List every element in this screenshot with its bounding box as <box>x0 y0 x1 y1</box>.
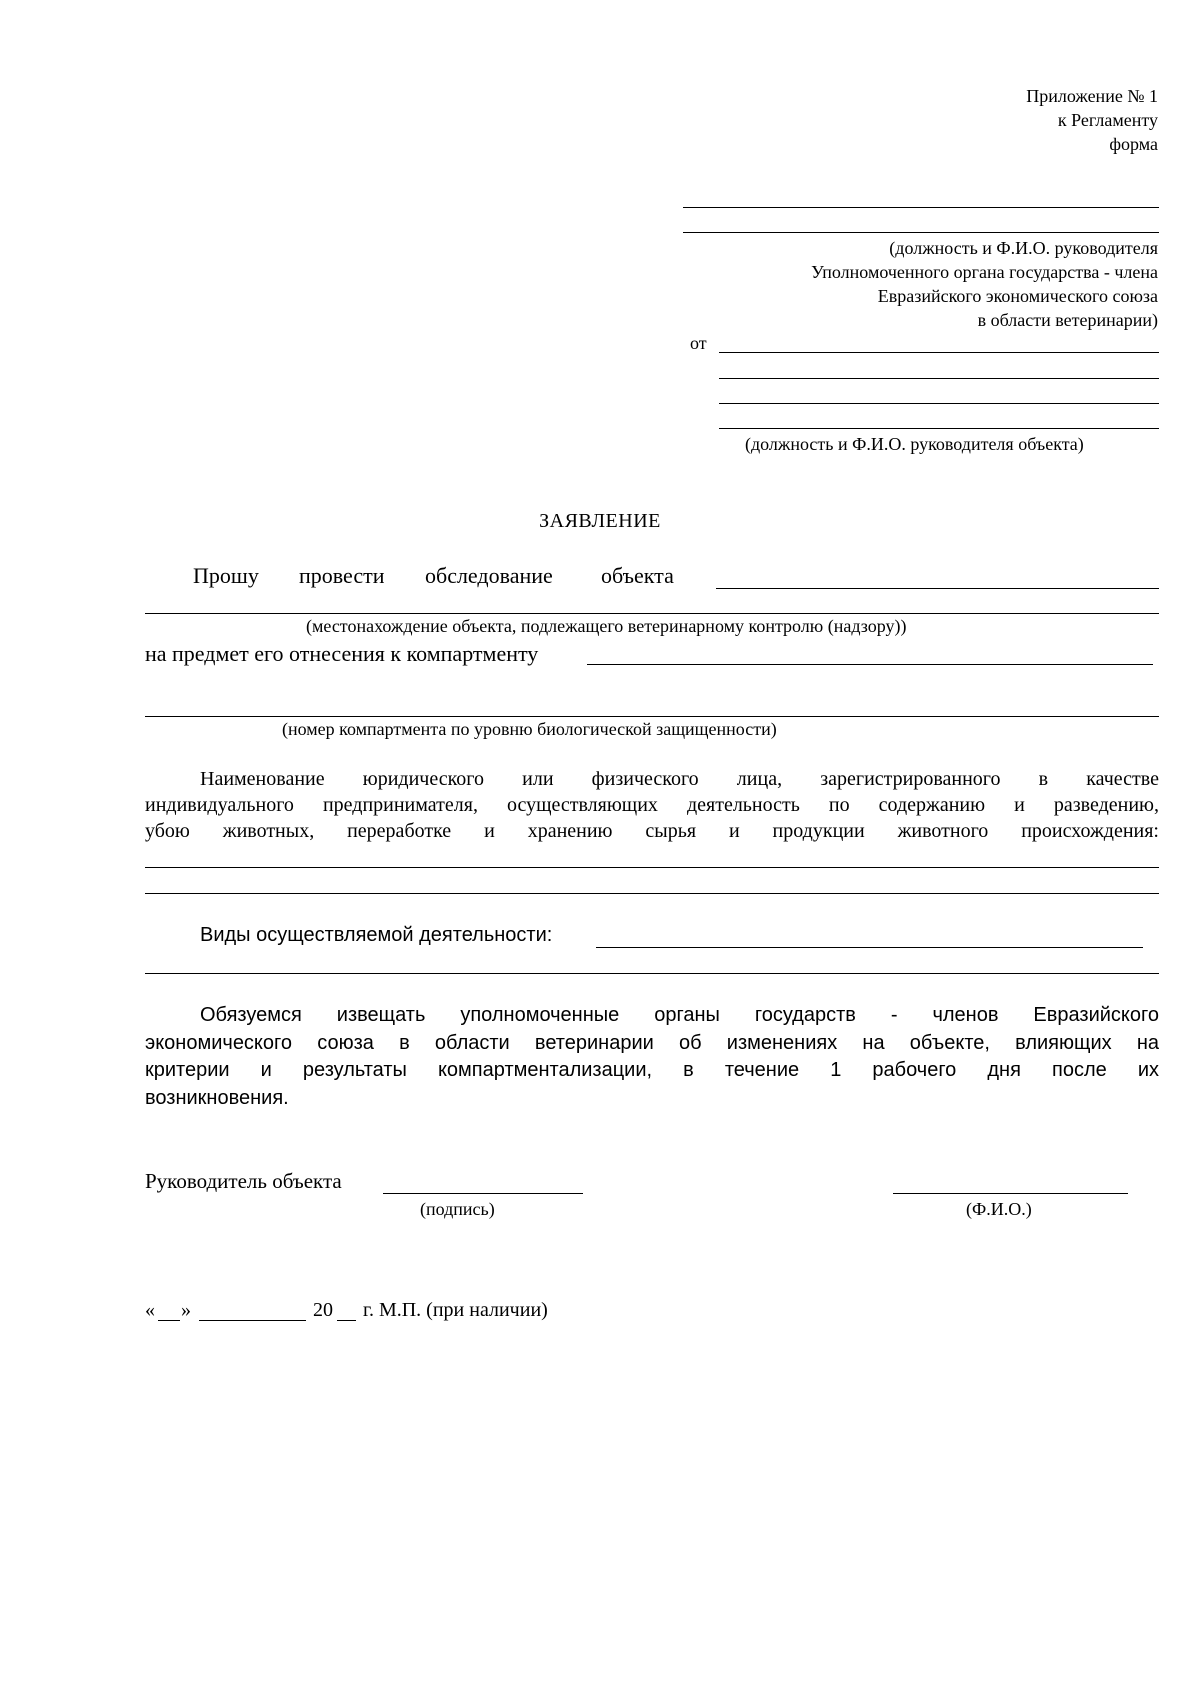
signature-caption: (подпись) <box>420 1199 495 1219</box>
sender-line-4[interactable] <box>719 428 1159 429</box>
date-month-line[interactable] <box>199 1320 306 1321</box>
date-day-line[interactable] <box>158 1320 180 1321</box>
sender-line-1[interactable] <box>719 352 1159 353</box>
addressee-line-1[interactable] <box>683 207 1159 208</box>
request-word-2: провести <box>299 563 385 588</box>
activities-line-1[interactable] <box>596 947 1143 948</box>
date-year-prefix: 20 <box>313 1299 333 1321</box>
entity-line-2: индивидуального предпринимателя, осуществляющих деятельность по содержанию и разведению, <box>145 794 1159 816</box>
sender-caption: (должность и Ф.И.О. руководителя объекта) <box>745 434 1084 454</box>
object-line[interactable] <box>716 588 1159 589</box>
obligation-line-1: Обязуемся извещать уполномоченные органы государств - членов Евразийского <box>200 1004 1159 1026</box>
name-line[interactable] <box>893 1193 1128 1194</box>
entity-name-line-1[interactable] <box>145 867 1159 868</box>
entity-name-line-2[interactable] <box>145 893 1159 894</box>
from-label: от <box>690 333 707 353</box>
date-year-line[interactable] <box>337 1320 356 1321</box>
obligation-line-4: возникновения. <box>145 1087 289 1109</box>
compartment-line-2[interactable] <box>145 716 1159 717</box>
form-label: форма <box>1109 134 1158 154</box>
document-title: ЗАЯВЛЕНИЕ <box>539 510 661 532</box>
addressee-caption-3: Евразийского экономического союза <box>877 286 1158 306</box>
location-caption: (местонахождение объекта, подлежащего ветеринарному контролю (надзору)) <box>306 616 907 636</box>
obligation-line-3: критерии и результаты компартментализации, в течение 1 рабочего дня после их <box>145 1059 1159 1081</box>
compartment-line-1[interactable] <box>587 664 1153 665</box>
date-open-quote: « <box>145 1299 155 1321</box>
name-caption: (Ф.И.О.) <box>966 1199 1032 1219</box>
location-line[interactable] <box>145 613 1159 614</box>
entity-line-3: убою животных, переработке и хранению сырья и продукции животного происхождения: <box>145 820 1159 842</box>
sender-line-3[interactable] <box>719 403 1159 404</box>
addressee-caption-4: в области ветеринарии) <box>977 310 1158 330</box>
compartment-caption: (номер компартмента по уровню биологической защищенности) <box>282 719 777 739</box>
sender-line-2[interactable] <box>719 378 1159 379</box>
appendix-label: Приложение № 1 <box>1026 86 1158 106</box>
addressee-line-2[interactable] <box>683 232 1159 233</box>
obligation-line-2: экономического союза в области ветеринарии об изменениях на объекте, влияющих на <box>145 1032 1159 1054</box>
signature-label: Руководитель объекта <box>145 1169 342 1193</box>
date-suffix: г. М.П. (при наличии) <box>363 1299 548 1321</box>
addressee-caption-2: Уполномоченного органа государства - члена <box>811 262 1158 282</box>
entity-line-1: Наименование юридического или физического лица, зарегистрированного в качестве <box>200 768 1159 790</box>
request-word-3: обследование <box>425 563 553 588</box>
regulation-label: к Регламенту <box>1057 110 1158 130</box>
request-word-4: объекта <box>601 563 674 588</box>
activities-label: Виды осуществляемой деятельности: <box>200 924 553 946</box>
request-word-1: Прошу <box>193 563 259 588</box>
activities-line-2[interactable] <box>145 973 1159 974</box>
compartment-label: на предмет его отнесения к компартменту <box>145 641 539 666</box>
date-close-quote: » <box>181 1299 191 1321</box>
addressee-caption-1: (должность и Ф.И.О. руководителя <box>889 238 1158 258</box>
signature-line[interactable] <box>383 1193 583 1194</box>
